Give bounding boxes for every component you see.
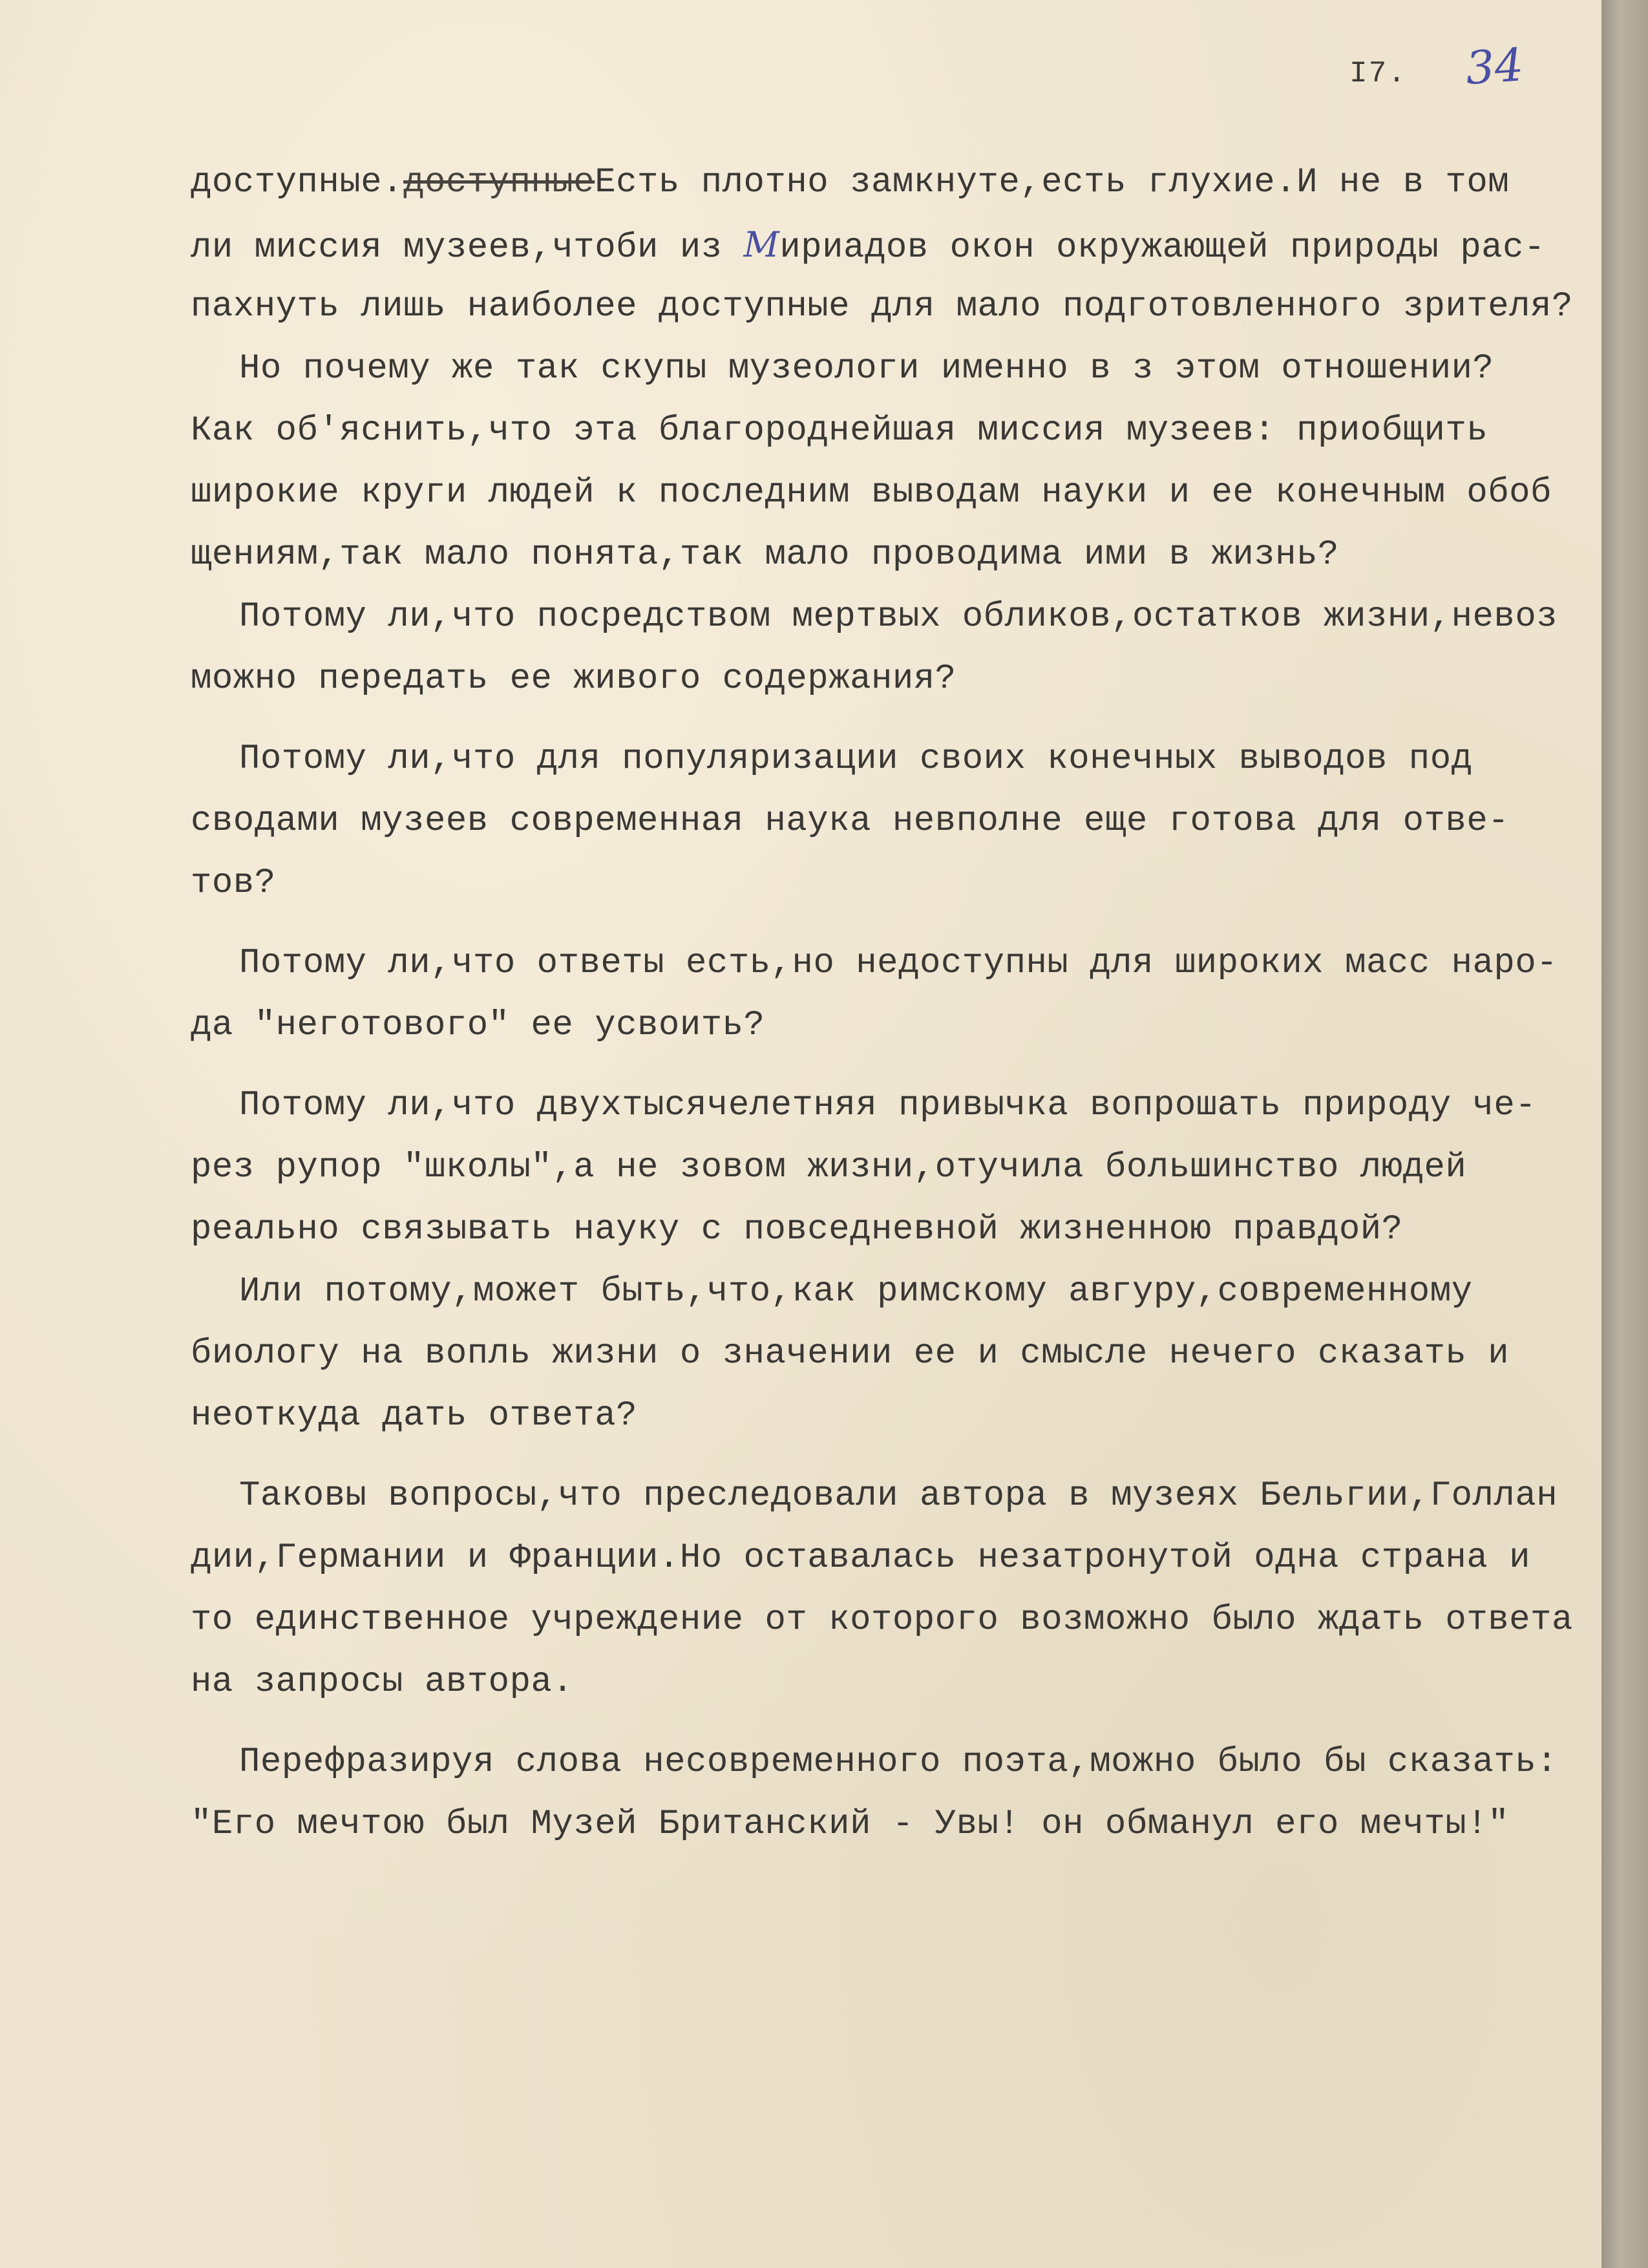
handwritten-folio-number: 34 — [1464, 37, 1525, 96]
page-edge-background — [1601, 0, 1648, 2268]
text-line-16: рез рупор "школы",а не зовом жизни,отучила большинство людей — [191, 1148, 1467, 1187]
typed-page-number: I7. — [1349, 57, 1407, 90]
text-line-21: Таковы вопросы,что преследовали автора в музеях Бельгии,Голлан — [239, 1476, 1558, 1516]
text-line-24: на запросы автора. — [191, 1662, 574, 1702]
text-line-1: доступные.доступныеЕсть плотно замкнуте,есть глухие.И не в том — [191, 163, 1510, 202]
text-line-22: дии,Германии и Франции.Но оставалась незатронутой одна страна и — [191, 1538, 1531, 1578]
text-line-4: Но почему же так скупы музеологи именно в з этом отношении? — [239, 349, 1494, 388]
text-line-2: ли миссия музеев,чтоби из Мириадов окон окружающей природы рас- — [191, 224, 1545, 268]
text-line-13: Потому ли,что ответы есть,но недоступны для широких масс наро- — [239, 944, 1558, 983]
text-line-8: Потому ли,что посредством мертвых обликов,остатков жизни,невоз — [239, 597, 1558, 637]
text-line-9: можно передать ее живого содержания? — [191, 659, 956, 699]
struck-out-word: доступные — [403, 163, 595, 202]
typed-text-body — [191, 152, 1606, 1856]
text-line-14: да "неготового" ее усвоить? — [191, 1006, 765, 1045]
text-line-18: Или потому,может быть,что,как римскому авгуру,современному — [239, 1272, 1473, 1311]
text-line-19: биологу на вопль жизни о значении ее и смысле нечего сказать и — [191, 1334, 1510, 1373]
text-line-10: Потому ли,что для популяризации своих конечных выводов под — [239, 739, 1473, 779]
text-line-15: Потому ли,что двухтысячелетняя привычка вопрошать природу че- — [239, 1086, 1537, 1125]
text-line-17: реально связывать науку с повседневной жизненною правдой? — [191, 1210, 1403, 1249]
text-line-3: пахнуть лишь наиболее доступные для мало подготовленного зрителя? — [191, 287, 1573, 326]
text-line-11: сводами музеев современная наука невполне еще готова для отве- — [191, 801, 1510, 841]
text-line-20: неоткуда дать ответа? — [191, 1396, 638, 1436]
text-line-23: то единственное учреждение от которого возможно было ждать ответа — [191, 1600, 1573, 1640]
text-line-26: "Его мечтою был Музей Британский - Увы! он обманул его мечты!" — [191, 1805, 1510, 1844]
text-line-5: Как об'яснить,что эта благороднейшая миссия музеев: приобщить — [191, 411, 1488, 450]
text-line-25: Перефразируя слова несовременного поэта,можно было бы сказать: — [239, 1743, 1558, 1782]
text-line-12: тов? — [191, 864, 276, 903]
text-line-6: широкие круги людей к последним выводам науки и ее конечным обоб — [191, 473, 1552, 513]
handwritten-correction: М — [743, 224, 780, 265]
text-line-7: щениям,так мало понята,так мало проводима ими в жизнь? — [191, 535, 1339, 575]
